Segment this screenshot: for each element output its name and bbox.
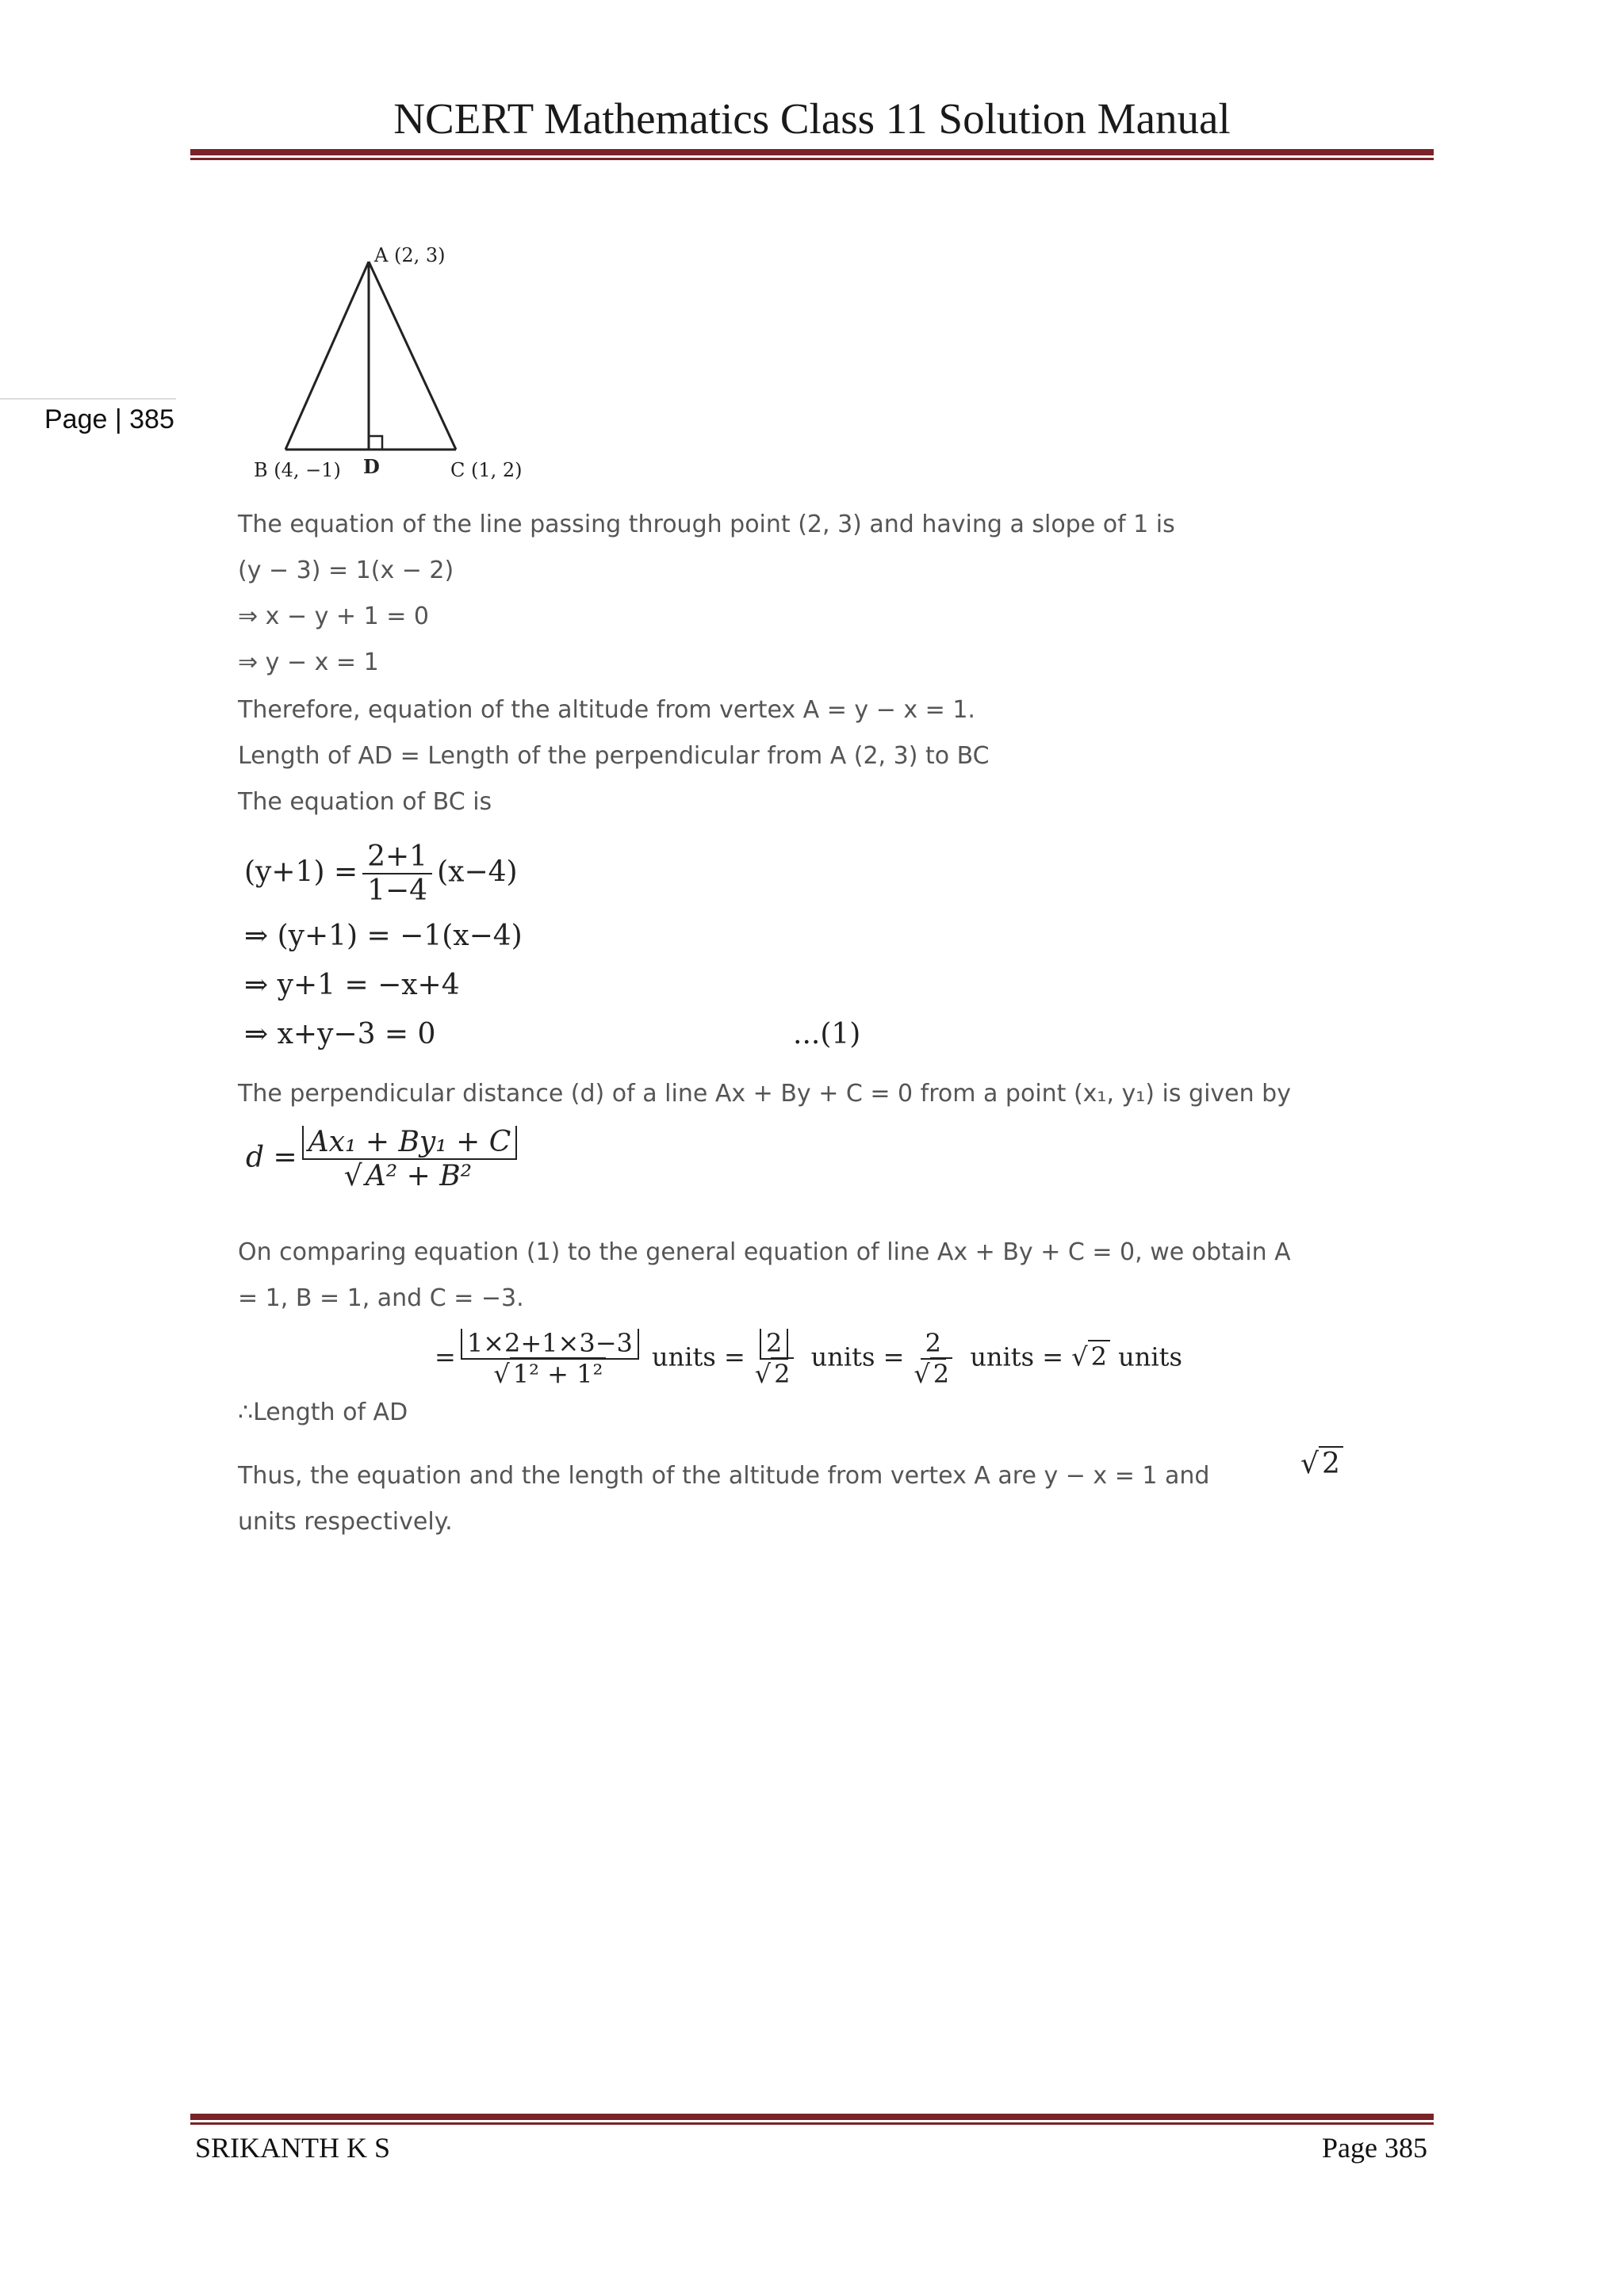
- denominator: √ A² + B²: [339, 1160, 480, 1192]
- numerator: 2: [760, 1329, 788, 1360]
- footer-page-number: Page 385: [1322, 2132, 1427, 2164]
- radicand: 2: [1319, 1446, 1343, 1480]
- bc-equation-step-2: ⇒ (y+1) = −1(x−4): [244, 920, 523, 952]
- triangle-figure: [238, 230, 539, 492]
- length-computation: = $\frac{1\times 2+1\times 3-3}{\text{√ 1² + 1²}}$ units = $\frac{2}{√ 2}$ units = $\frac{2}{√ 2}$ units = √ 2 units: [435, 1328, 1182, 1389]
- fraction: [362, 840, 432, 908]
- side-ac: [369, 262, 456, 450]
- label-b: B (4, −1): [254, 459, 341, 481]
- label-d: D: [363, 455, 380, 478]
- numerator: 2: [921, 1329, 946, 1360]
- header-rule: [190, 149, 1434, 155]
- footer-rule: [190, 2114, 1434, 2120]
- fraction: [461, 1329, 639, 1389]
- denominator: √ 2: [750, 1360, 799, 1389]
- numerator: 1×2+1×3−3: [461, 1329, 639, 1360]
- text-line: Therefore, equation of the altitude from vertex A = y − x = 1.: [238, 696, 975, 724]
- sidebar-divider: [0, 398, 176, 400]
- page-header-title: NCERT Mathematics Class 11 Solution Manual: [393, 94, 1231, 143]
- sqrt-two: √ 2: [1300, 1448, 1343, 1480]
- denominator: √ 1² + 1²: [488, 1360, 611, 1389]
- text-line: units respectively.: [238, 1508, 453, 1536]
- numerator: Ax₁ + By₁ + C: [302, 1126, 518, 1160]
- fraction: [750, 1329, 799, 1389]
- text-line: On comparing equation (1) to the general equation of line Ax + By + C = 0, we obtain A: [238, 1238, 1291, 1266]
- sidebar-page-number: Page | 385: [44, 404, 174, 434]
- math-part: (x−4): [437, 855, 518, 889]
- radicand: 2: [771, 1357, 793, 1389]
- header-rule-thin: [190, 158, 1434, 160]
- text-line: The perpendicular distance (d) of a line Ax + By + C = 0 from a point (x₁, y₁) is given by: [238, 1080, 1291, 1108]
- side-ab: [285, 262, 369, 450]
- text-line: The equation of BC is: [238, 788, 492, 816]
- bc-equation-step-3: ⇒ y+1 = −x+4: [244, 969, 460, 1001]
- math-part: (y+1) =: [244, 855, 358, 889]
- units-text: units: [1118, 1341, 1182, 1372]
- text-line: The equation of the line passing through point (2, 3) and having a slope of 1 is: [238, 511, 1175, 538]
- label-c: C (1, 2): [450, 459, 523, 481]
- bc-equation-step-1: [244, 840, 518, 908]
- units-text: units =: [652, 1341, 745, 1372]
- text-line: Thus, the equation and the length of the altitude from vertex A are y − x = 1 and: [238, 1462, 1210, 1490]
- denominator: √ 2: [909, 1360, 957, 1389]
- result-radicand: 2: [1088, 1340, 1110, 1372]
- label-a: A (2, 3): [374, 244, 446, 266]
- right-angle-mark: [369, 436, 382, 450]
- equation-tag: ...(1): [793, 1018, 861, 1050]
- text-line: = 1, B = 1, and C = −3.: [238, 1284, 524, 1312]
- footer-author: SRIKANTH K S: [195, 2132, 391, 2164]
- denominator: 1−4: [367, 874, 428, 908]
- units-text: units =: [970, 1341, 1064, 1372]
- text-line: Length of AD = Length of the perpendicular from A (2, 3) to BC: [238, 742, 990, 770]
- math-part: =: [435, 1341, 456, 1372]
- units-text: units =: [810, 1341, 905, 1372]
- radicand: 1² + 1²: [510, 1357, 607, 1389]
- equation-line: ⇒ y − x = 1: [238, 649, 379, 676]
- length-label: ∴Length of AD: [238, 1399, 408, 1426]
- bc-equation-step-4: ⇒ x+y−3 = 0: [244, 1018, 436, 1050]
- radicand: 2: [930, 1357, 952, 1389]
- fraction: [302, 1126, 518, 1193]
- math-part: d =: [246, 1141, 297, 1174]
- fraction: [909, 1329, 957, 1389]
- radicand: A² + B²: [362, 1158, 475, 1192]
- equation-line: (y − 3) = 1(x − 2): [238, 557, 454, 584]
- distance-formula: [246, 1126, 522, 1193]
- numerator: 2+1: [362, 840, 432, 874]
- equation-line: ⇒ x − y + 1 = 0: [238, 603, 429, 630]
- footer-rule-thin: [190, 2122, 1434, 2125]
